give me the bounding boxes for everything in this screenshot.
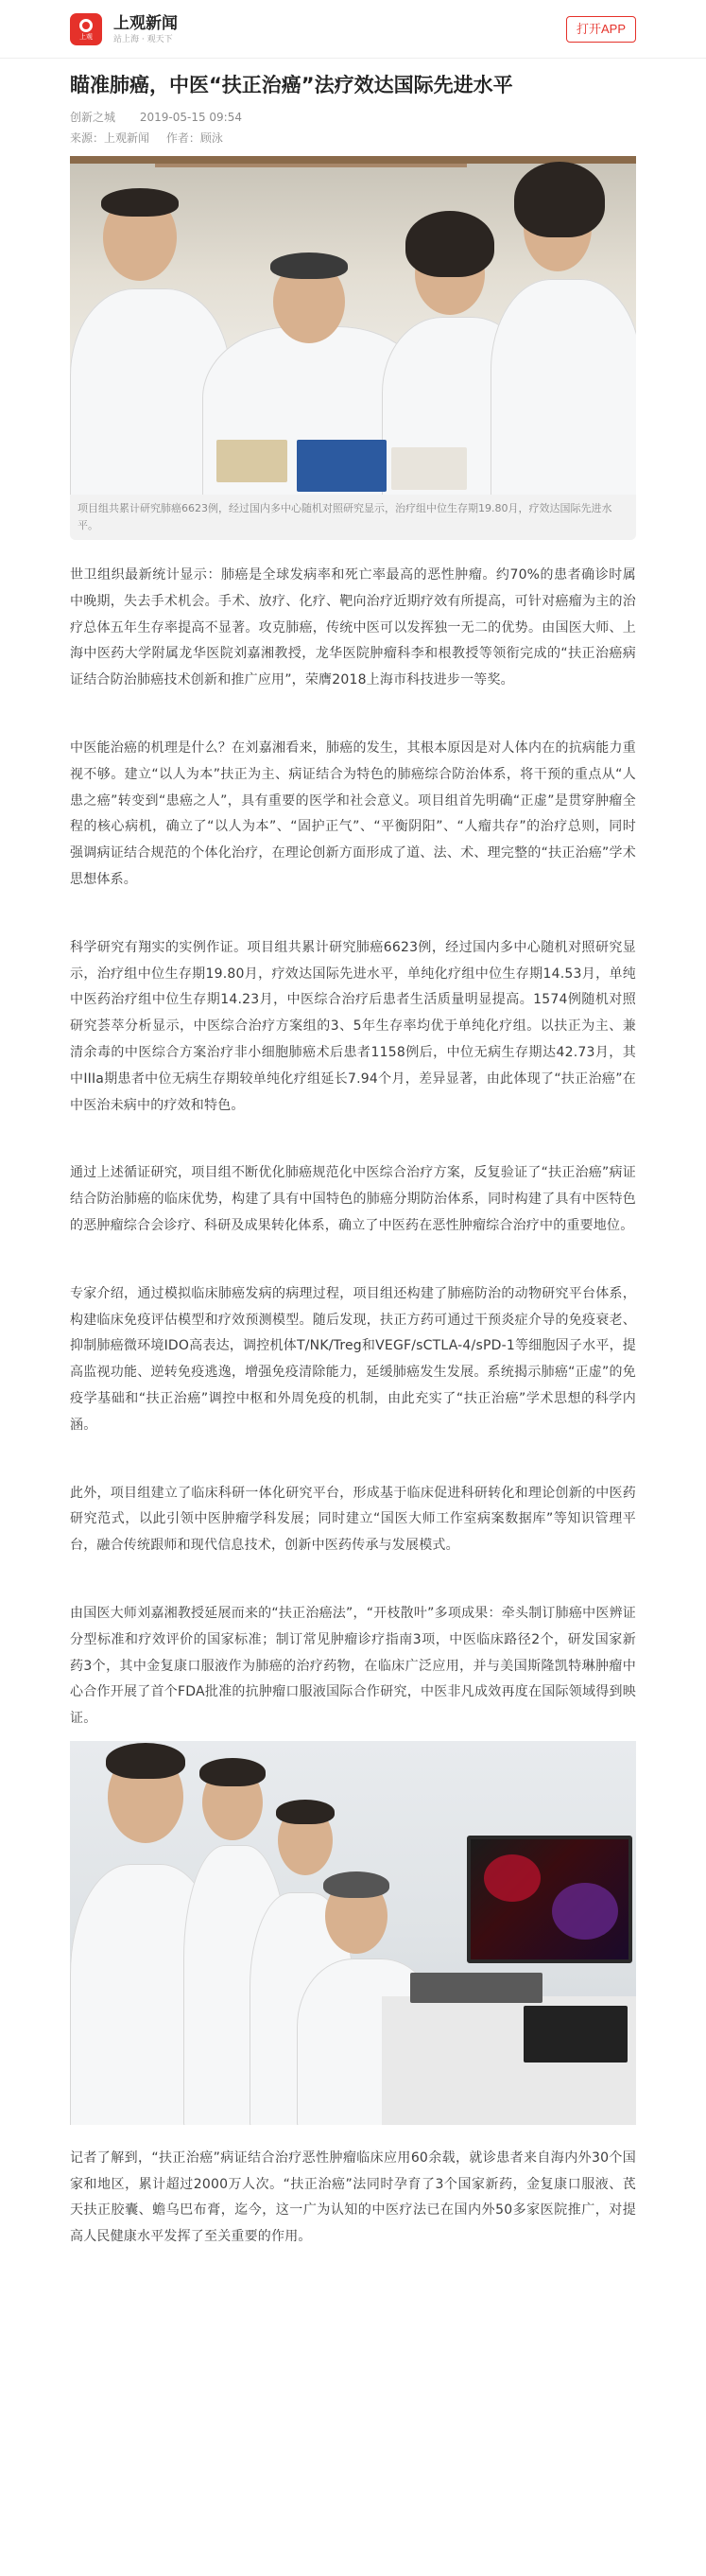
article-paragraph: 中医能治癌的机理是什么？在刘嘉湘看来，肺癌的发生，其根本原因是对人体内在的抗病能力重视不够。建立“以人为本”扶正为主、病证结合为特色的肺癌综合防治体系，将干预的重点从“人患之癌”转变到“患癌之人”，具有重要的医学和社会意义。项目组首先明确“正虚”是贯穿肿瘤全程的核心病机，确立了“以人为本”、“固护正气”、“平衡阴阳”、“人瘤共存”的治疗总则，同时强调病证结合规范的个体化治疗，在理论创新方面形成了道、法、术、理完整的“扶正治癌”学术思想体系。 [70, 740, 636, 887]
article-paragraph: 世卫组织最新统计显示：肺癌是全球发病率和死亡率最高的恶性肿瘤。约70%的患者确诊时属中晚期，失去手术机会。手术、放疗、化疗、靶向治疗近期疗效有所提高，可针对癌瘤为主的治疗总体五年生存率提高不显著。攻克肺癌，传统中医可以发挥独一无二的优势。由国医大师、上海中医药大学附属龙华医院刘嘉湘教授，龙华医院肿瘤科李和根教授等领衔完成的“扶正治癌病证结合防治肺癌技术创新和推广应用”，荣膺2018上海市科技进步一等奖。 [70, 567, 636, 688]
article-paragraph: 记者了解到，“扶正治癌”病证结合治疗恶性肿瘤临床应用60余载，就诊患者来自海内外30个国家和地区，累计超过2000万人次。“扶正治癌”法同时孕育了3个国家新药，金复康口服液、芪天扶正胶囊、蟾乌巴布膏，迄今，这一广为认知的中医疗法已在国内外50多家医院推广，对提高人民健康水平发挥了至关重要的作用。 [70, 2150, 636, 2245]
article-date: 2019-05-15 09:54 [139, 111, 242, 124]
article-paragraph: 专家介绍，通过模拟临床肺癌发病的病理过程，项目组还构建了肺癌防治的动物研究平台体系，构建临床免疫评估模型和疗效预测模型。随后发现，扶正方药可通过干预炎症介导的免疫衰老、抑制肺癌微环境IDO高表达，调控机体T/NK/Treg和VEGF/sCTLA-4/sPD-1等细胞因子水平，提高监视功能、逆转免疫逃逸，增强免疫清除能力，延缓肺癌发生发展。系统揭示肺癌“正虚”的免疫学基础和“扶正治癌”调控中枢和外周免疫的机制，由此充实了“扶正治癌”学术思想的科学内涵。 [70, 1285, 636, 1433]
app-slogan: 站上海 · 观天下 [113, 34, 173, 44]
article-paragraph: 此外，项目组建立了临床科研一体化研究平台，形成基于临床促进科研转化和理论创新的中医药研究范式，以此引领中医肿瘤学科发展；同时建立“国医大师工作室病案数据库”等知识管理平台，融合传统跟师和现代信息技术，创新中医药传承与发展模式。 [70, 1485, 636, 1554]
article-byline [70, 129, 636, 148]
article-photo-lab [70, 1741, 636, 2125]
app-name: 上观新闻 [113, 13, 178, 33]
photo-caption: 项目组共累计研究肺癌6623例，经过国内多中心随机对照研究显示，治疗组中位生存期19.80月，疗效达国际先进水平。 [70, 495, 636, 540]
article-paragraph: 通过上述循证研究，项目组不断优化肺癌规范化中医综合治疗方案，反复验证了“扶正治癌”病证结合防治肺癌的临床优势，构建了具有中国特色的肺癌分期防治体系，同时构建了具有中医特色的恶肿瘤综合会诊疗、科研及成果转化体系，确立了中医药在恶性肿瘤综合治疗中的重要地位。 [70, 1165, 636, 1233]
article-paragraph: 由国医大师刘嘉湘教授延展而来的“扶正治癌法”，“开枝散叶”多项成果：牵头制订肺癌中医辨证分型标准和疗效评价的国家标准；制订常见肿瘤诊疗指南3项，中医临床路径2个，研发国家新药3个，其中金复康口服液作为肺癌的治疗药物，在临床广泛应用，并与美国斯隆凯特琳肿瘤中心合作开展了首个FDA批准的抗肿瘤口服液国际合作研究，中医非凡成效再度在国际领域得到映证。 [70, 1605, 636, 1727]
article-meta [70, 108, 636, 127]
article-section[interactable]: 创新之城 [70, 111, 116, 124]
logo-label: 上观 [79, 33, 93, 41]
brand [113, 13, 178, 45]
top-app-bar [0, 0, 706, 59]
article-paragraph: 科学研究有翔实的实例作证。项目组共累计研究肺癌6623例，经过国内多中心随机对照研究显示，治疗组中位生存期19.80月，疗效达国际先进水平，单纯化疗组中位生存期14.53月，单纯中医药治疗组中位生存期14.23月，中医综合治疗后患者生活质量明显提高。1574例随机对照研究荟萃分析显示，中医综合治疗方案组的3、5年生存率均优于单纯化疗组。以扶正为主、兼清余毒的中医综合方案治疗非小细胞肺癌术后患者1158例后，中位无病生存期达42.73月，其中IIIa期患者中位无病生存期较单纯化疗组延长7.94个月，差异显著，由此体现了“扶正治癌”在中医治未病中的疗效和特色。 [70, 939, 636, 1113]
shangguan-logo-icon[interactable] [70, 13, 102, 45]
article-photo-doctors [70, 156, 636, 495]
article-title: 瞄准肺癌，中医“扶正治癌”法疗效达国际先进水平 [70, 74, 513, 96]
open-app-button[interactable]: 打开APP [566, 16, 636, 43]
article-author: 作者：顾泳 [165, 131, 223, 145]
article [0, 70, 706, 2251]
article-source: 来源：上观新闻 [70, 131, 150, 145]
